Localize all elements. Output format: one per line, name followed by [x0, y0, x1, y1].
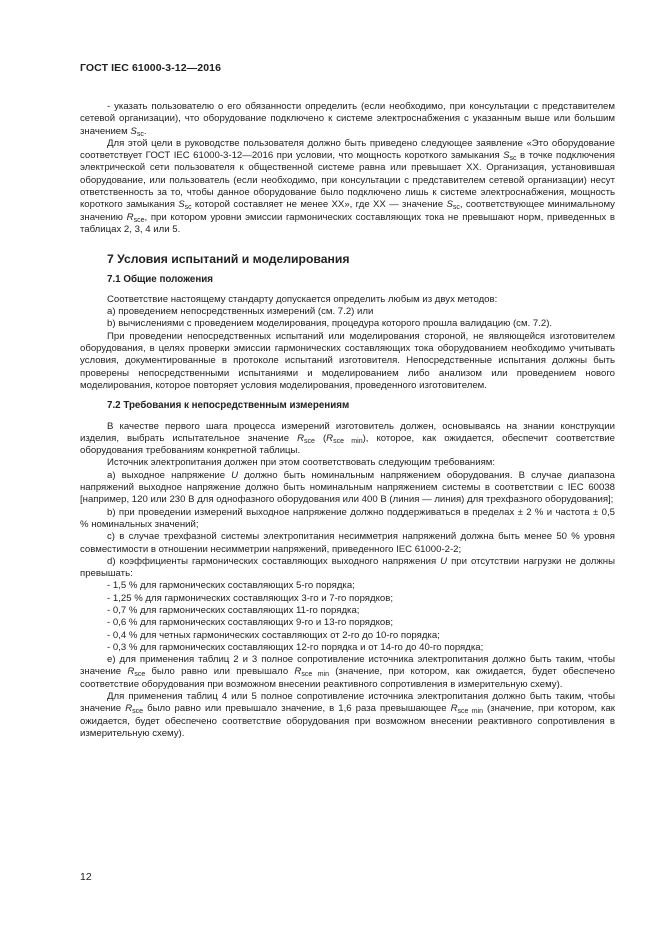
dash-item: - 0,3 % для гармонических составляющих 12-го порядка и от 14-го до 40-го порядка;	[107, 641, 484, 653]
document-body	[80, 101, 615, 740]
section-heading-7: 7 Условия испытаний и моделирования	[107, 252, 350, 267]
dash-item: - 0,7 % для гармонических составляющих 11-го порядка;	[107, 604, 360, 616]
paragraph: Для применения таблиц 4 или 5 полное сопротивление источника электропитания должно быть таким, чтобы значение $R_{sce}$ было равно или превышало значение, в 1,6 раза превышающее $R_{sce min}$ (значение, при котором, как ожидается, будет обеспечено соответствие оборудования при возможном внесении реактивного сопротивления в измерительную схему).	[80, 691, 615, 739]
list-item: а) выходное напряжение U должно быть номинальным напряжением оборудования. В случае диапазона напряжений выходное напряжение должно быть номинальным напряжением системы в соответствии с IEC 60038 [например, 120 или 230 В для однофазного оборудования или 400 В (линия — линия) для трехфазного оборудования];	[80, 469, 615, 506]
subsection-heading-7-1: 7.1 Общие положения	[107, 273, 214, 285]
list-item: b) при проведении измерений выходное напряжение должно поддерживаться в пределах ± 2 % и частота ± 0,5 % номинальных значений;	[80, 506, 615, 530]
page-number: 12	[80, 871, 92, 883]
paragraph: При проведении непосредственных испытаний или моделирования стороной, не являющейся изготовителем оборудования, в целях проверки эмиссии гармонических составляющих тока оборудованием необходимо учитывать условия, документированные в протоколе испытаний изготовителя. Непосредственные испытания должны быть проверены непосредственными испытаниями и моделированием либо анализом или проведением нового моделирования, которое повторяет условия моделирования, проведенного изготовителем.	[80, 330, 615, 391]
list-item: b) вычислениями с проведением моделирования, процедура которого прошла валидацию (см. 7.2).	[107, 318, 553, 330]
paragraph: Для этой цели в руководстве пользователя должно быть приведено следующее заявление «Это оборудование соответствует ГОСТ IEC 61000-3-12—2016 при условии, что мощность короткого замыкания $S_{sc}$ в точке подключения электрической сети пользователя к общественной системе равна или превышает XX. Организация, установившая оборудование, или пользователь (если необходимо, при консультации с представителем сетевой организации) несут ответственность за то, чтобы данное оборудование было подключено лишь к системе электроснабжения, мощность короткого замыкания $S_{sc}$ которой составляет не менее XX», где XX — значение $S_{sc}$, соответствующее минимальному значению $R_{sce}$, при котором уровни эмиссии гармонических составляющих тока не превышают норм, приведенных в таблицах 2, 3, 4 или 5.	[80, 137, 615, 235]
dash-item: - 0,4 % для четных гармонических составляющих от 2-го до 10-го порядка;	[107, 629, 440, 641]
paragraph: - указать пользователю о его обязанности определить (если необходимо, при консультации с представителем сетевой организации), что оборудование подключено к системе электроснабжения с указанным выше или большим значением $S_{sc}$.	[80, 101, 615, 138]
list-item: е) для применения таблиц 2 и 3 полное сопротивление источника электропитания должно быть таким, чтобы значение $R_{sce}$ было равно или превышало $R_{sce min}$ (значение, при котором, как ожидается, будет обеспечено соответствие оборудования при возможном внесении реактивного сопротивления в измерительную схему).	[80, 654, 615, 690]
subsection-heading-7-2: 7.2 Требования к непосредственным измерениям	[107, 400, 350, 412]
paragraph: Соответствие настоящему стандарту допускается определить любым из двух методов:	[107, 293, 498, 305]
paragraph: Источник электропитания должен при этом соответствовать следующим требованиям:	[107, 457, 496, 469]
dash-item: - 0,6 % для гармонических составляющих 9-го и 13-го порядков;	[107, 617, 394, 629]
list-item: с) в случае трехфазной системы электропитания несимметрия напряжений должна быть менее 50 % уровня совместимости в отношении несимметрии напряжений, приведенного IEC 61000-2-2;	[80, 531, 615, 555]
list-item: а) проведением непосредственных измерений (см. 7.2) или	[107, 306, 374, 318]
dash-item: - 1,25 % для гармонических составляющих 3-го и 7-го порядков;	[107, 592, 394, 604]
list-item: d) коэффициенты гармонических составляющих выходного напряжения U при отсутствии нагрузки не должны превышать:	[80, 555, 615, 580]
paragraph: В качестве первого шага процесса измерений изготовитель должен, основываясь на знании конструкции изделия, выбрать испытательное значение $R_{sce}$ $(R_{sce min})$, которое, как ожидается, обеспечит соответствие оборудования требованиям конкретной таблицы.	[80, 420, 615, 457]
document-header: ГОСТ IEC 61000-3-12—2016	[80, 62, 222, 74]
dash-item: - 1,5 % для гармонических составляющих 5-го порядка;	[107, 580, 355, 592]
